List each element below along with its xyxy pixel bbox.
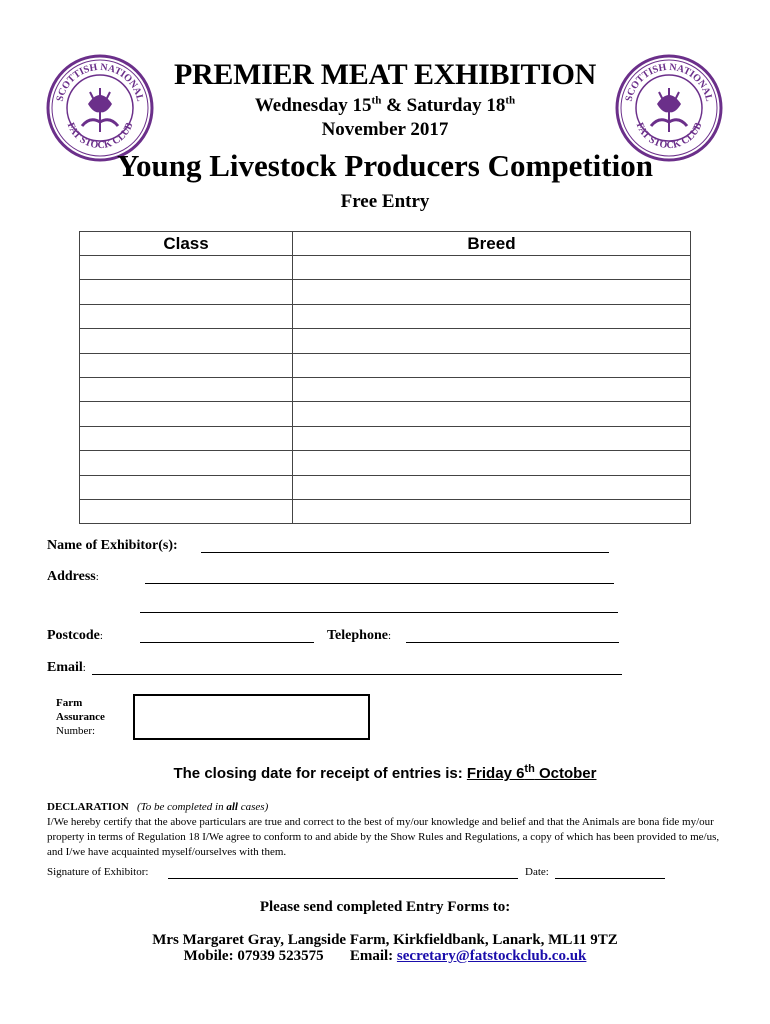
declaration: DECLARATION (To be completed in all cases) I/We hereby certify that the above particulars are true and correct to the best of my/our knowledge and belief and that the Animals are bona fide my/our property in terms of Regulation 18 I/We agree to conform to and abide by the Show Rules and Regulations, a copy of which has been provided to me/us, and I/we have acquainted myself/ourselves with them. bbox=[47, 800, 737, 860]
name-label: Name of Exhibitor(s): bbox=[47, 538, 178, 553]
address-field-line-1[interactable] bbox=[145, 583, 614, 584]
exhibition-dates: Wednesday 15th & Saturday 18th bbox=[254, 94, 516, 116]
farm-assurance-number-box[interactable] bbox=[133, 694, 370, 740]
svg-text:FAT STOCK CLUB: FAT STOCK CLUB bbox=[633, 121, 705, 152]
svg-text:FAT STOCK CLUB: FAT STOCK CLUB bbox=[64, 121, 136, 152]
svg-text:SCOTTISH NATIONAL: SCOTTISH NATIONAL bbox=[54, 61, 146, 103]
table-row bbox=[80, 475, 691, 499]
table-row bbox=[80, 451, 691, 475]
breed-cell[interactable] bbox=[293, 475, 691, 499]
competition-title: Young Livestock Producers Competition bbox=[117, 148, 653, 183]
table-row bbox=[80, 426, 691, 450]
class-cell[interactable] bbox=[80, 256, 293, 280]
breed-cell[interactable] bbox=[293, 426, 691, 450]
table-row bbox=[80, 377, 691, 401]
exhibition-month: November 2017 bbox=[321, 119, 449, 140]
breed-cell[interactable] bbox=[293, 499, 691, 523]
table-row bbox=[80, 280, 691, 304]
svg-text:SCOTTISH NATIONAL: SCOTTISH NATIONAL bbox=[623, 61, 715, 103]
entry-fee-note: Free Entry bbox=[340, 191, 430, 212]
class-cell[interactable] bbox=[80, 280, 293, 304]
breed-cell[interactable] bbox=[293, 402, 691, 426]
class-cell[interactable] bbox=[80, 426, 293, 450]
farm-assurance-label: Farm Assurance Number: bbox=[56, 697, 105, 737]
breed-cell[interactable] bbox=[293, 353, 691, 377]
address-field-line-2[interactable] bbox=[140, 612, 618, 613]
postcode-field[interactable] bbox=[140, 642, 314, 643]
class-cell[interactable] bbox=[80, 499, 293, 523]
email-field[interactable] bbox=[92, 674, 622, 675]
email-link[interactable]: secretary@fatstockclub.co.uk bbox=[396, 948, 587, 964]
breed-cell[interactable] bbox=[293, 280, 691, 304]
table-header-row bbox=[80, 232, 691, 256]
table-row bbox=[80, 499, 691, 523]
class-cell[interactable] bbox=[80, 475, 293, 499]
closing-date-notice: The closing date for receipt of entries is: Friday 6th October bbox=[173, 763, 597, 782]
breed-cell[interactable] bbox=[293, 329, 691, 353]
breed-cell[interactable] bbox=[293, 377, 691, 401]
contact-details: Mobile: 07939 523575 Email: secretary@fatstockclub.co.uk bbox=[183, 948, 587, 964]
name-field[interactable] bbox=[201, 552, 609, 553]
date-field[interactable] bbox=[555, 878, 665, 879]
table-row bbox=[80, 353, 691, 377]
postcode-label: Postcode: bbox=[47, 628, 103, 643]
send-instruction: Please send completed Entry Forms to: bbox=[259, 899, 511, 915]
breed-cell[interactable] bbox=[293, 256, 691, 280]
entry-table bbox=[79, 231, 691, 524]
column-header-breed: Breed bbox=[293, 232, 691, 256]
table-row bbox=[80, 402, 691, 426]
telephone-field[interactable] bbox=[406, 642, 619, 643]
breed-cell[interactable] bbox=[293, 304, 691, 328]
class-cell[interactable] bbox=[80, 402, 293, 426]
declaration-body: I/We hereby certify that the above particulars are true and correct to the best of my/our knowledge and belief and that the Animals are bona fide my/our property in terms of Regulation 18 I/We agree to conform to and abide by the Show Rules and Regulations, a copy of which has been provided to me/us, and I/we have acquainted myself/ourselves with them. bbox=[47, 816, 720, 858]
telephone-label: Telephone: bbox=[327, 628, 392, 643]
exhibition-title: PREMIER MEAT EXHIBITION bbox=[173, 58, 597, 91]
table-row bbox=[80, 256, 691, 280]
column-header-class: Class bbox=[80, 232, 293, 256]
date-label: Date: bbox=[525, 866, 549, 878]
declaration-heading: DECLARATION bbox=[47, 801, 129, 813]
class-cell[interactable] bbox=[80, 353, 293, 377]
signature-label: Signature of Exhibitor: bbox=[47, 866, 149, 878]
class-cell[interactable] bbox=[80, 377, 293, 401]
signature-field[interactable] bbox=[168, 878, 518, 879]
class-cell[interactable] bbox=[80, 451, 293, 475]
postal-address: Mrs Margaret Gray, Langside Farm, Kirkfieldbank, Lanark, ML11 9TZ bbox=[152, 932, 618, 948]
table-row bbox=[80, 329, 691, 353]
table-row bbox=[80, 304, 691, 328]
address-label: Address: bbox=[47, 569, 99, 584]
email-label: Email: bbox=[47, 660, 86, 675]
class-cell[interactable] bbox=[80, 329, 293, 353]
class-cell[interactable] bbox=[80, 304, 293, 328]
breed-cell[interactable] bbox=[293, 451, 691, 475]
